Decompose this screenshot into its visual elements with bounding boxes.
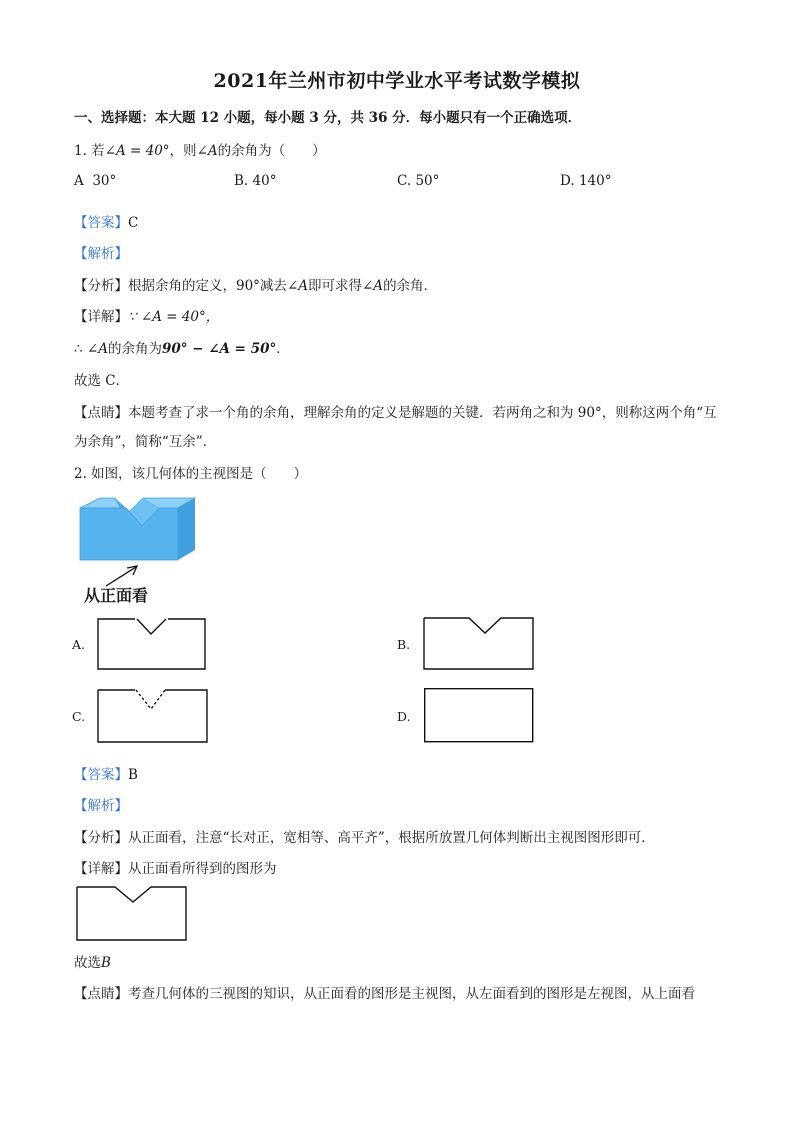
- q2-choose: 故选B: [74, 955, 111, 971]
- q1-analysis-tag: 【解析】: [74, 246, 128, 262]
- q1-option-c[interactable]: C. 50°: [397, 173, 440, 189]
- q2-answer: 【答案】B: [74, 767, 138, 783]
- q2-option-a-figure[interactable]: [98, 618, 206, 670]
- q1-therefore: ∴ ∠A的余角为90° − ∠A = 50°．: [74, 341, 290, 357]
- q1-dianjing-line2: 为余角”，简称“互余”．: [74, 434, 217, 450]
- question-2-stem: 2. 如图，该几何体的主视图是（ ）: [74, 466, 308, 482]
- q1-xiangjie: 【详解】∵ ∠A = 40°，: [74, 309, 220, 325]
- section-heading: 一、选择题：本大题 12 小题，每小题 3 分，共 36 分．每小题只有一个正确选项．: [74, 110, 582, 126]
- q2-option-b-label[interactable]: B.: [397, 637, 411, 652]
- q2-option-c-figure[interactable]: [98, 689, 208, 743]
- page-title: 2021年兰州市初中学业水平考试数学模拟: [213, 70, 581, 92]
- q1-option-b[interactable]: B. 40°: [234, 173, 277, 189]
- solid-side-face: [178, 498, 195, 560]
- q2-option-b-figure[interactable]: [424, 617, 534, 670]
- q1-answer: 【答案】C: [74, 215, 139, 231]
- q2-option-c-label[interactable]: C.: [72, 709, 86, 724]
- q1-fenxi: 【分析】根据余角的定义，90°减去∠A即可求得∠A的余角．: [74, 278, 438, 294]
- q2-fenxi: 【分析】从正面看，注意“长对正，宽相等、高平齐”，根据所放置几何体判断出主视图图形即可．: [74, 830, 655, 846]
- q2-analysis-tag: 【解析】: [74, 798, 128, 814]
- q2-option-d-label[interactable]: D.: [397, 709, 411, 724]
- q2-dianjing: 【点睛】考查几何体的三视图的知识，从正面看的图形是主视图，从左面看到的图形是左视图，从上面看: [74, 986, 695, 1002]
- q1-option-d[interactable]: D. 140°: [560, 173, 612, 189]
- figure-caption: 从正面看: [84, 586, 149, 605]
- q2-option-d-figure[interactable]: [424, 688, 534, 743]
- question-1-stem: 1. 若∠A = 40°，则∠A的余角为（ ）: [74, 143, 326, 159]
- solid-front-face: [80, 508, 178, 560]
- q2-answer-figure: [77, 886, 187, 941]
- q1-choose: 故选 C．: [74, 373, 130, 389]
- q2-xiangjie: 【详解】从正面看所得到的图形为: [74, 861, 277, 877]
- q1-option-a[interactable]: A 30°: [74, 173, 117, 189]
- q1-dianjing-line1: 【点睛】本题考查了求一个角的余角，理解余角的定义是解题的关键．若两角之和为 90°，则称这两个角“互: [74, 405, 717, 421]
- q2-option-a-label[interactable]: A.: [72, 637, 86, 652]
